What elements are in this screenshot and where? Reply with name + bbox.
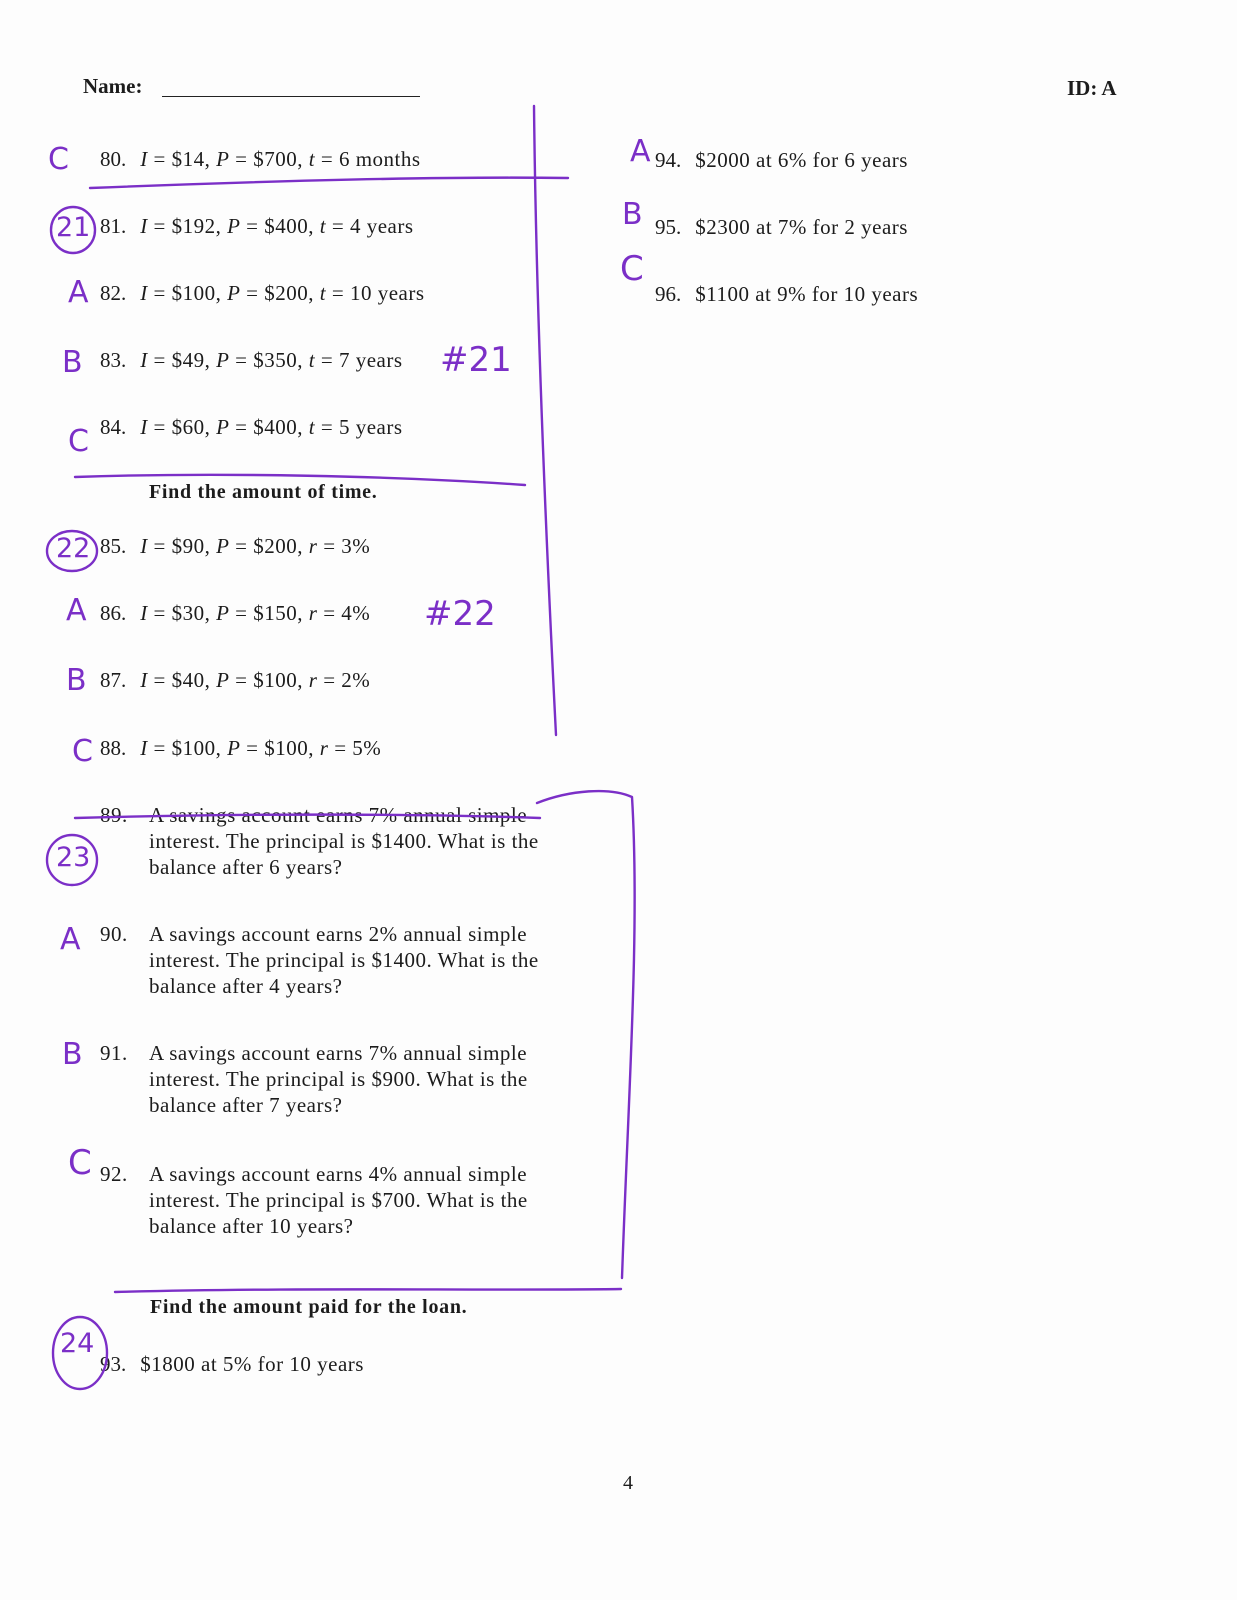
handwritten-group-22: 22 bbox=[56, 533, 91, 564]
handwritten-answer-96: C bbox=[620, 249, 644, 289]
problem-number: 81. bbox=[100, 214, 127, 238]
handwritten-answer-84: C bbox=[68, 424, 89, 459]
problem-84: 84. I = $60, P = $400, t = 5 years bbox=[100, 415, 403, 439]
problem-number: 82. bbox=[100, 281, 127, 305]
handwritten-answer-95: B bbox=[622, 197, 643, 232]
problem-95: 95. $2300 at 7% for 2 years bbox=[655, 215, 908, 239]
handwritten-group-24: 24 bbox=[60, 1328, 95, 1359]
problem-number: 88. bbox=[100, 736, 127, 760]
handwritten-answer-86: A bbox=[66, 593, 87, 628]
problem-85: 85. I = $90, P = $200, r = 3% bbox=[100, 534, 371, 558]
problem-number: 86. bbox=[100, 601, 127, 625]
problem-number: 93. bbox=[100, 1352, 127, 1376]
handwritten-answer-90: A bbox=[60, 922, 81, 957]
problem-number: 96. bbox=[655, 282, 682, 306]
problem-82: 82. I = $100, P = $200, t = 10 years bbox=[100, 281, 425, 305]
problem-number: 80. bbox=[100, 147, 127, 171]
problem-86: 86. I = $30, P = $150, r = 4% bbox=[100, 601, 371, 625]
problem-83: 83. I = $49, P = $350, t = 7 years bbox=[100, 348, 403, 372]
name-label: Name: bbox=[83, 74, 143, 98]
problem-number: 91. bbox=[100, 1041, 128, 1065]
ink-line bbox=[534, 106, 556, 735]
handwritten-answer-91: B bbox=[62, 1037, 83, 1072]
id-label: ID: A bbox=[1067, 76, 1117, 100]
problem-number: 89. bbox=[100, 803, 128, 827]
problem-number: 95. bbox=[655, 215, 682, 239]
problem-93: 93. $1800 at 5% for 10 years bbox=[100, 1352, 364, 1376]
page-number: 4 bbox=[623, 1472, 633, 1494]
problem-number: 94. bbox=[655, 148, 682, 172]
handwritten-answer-80: C bbox=[48, 142, 69, 177]
problem-number: 84. bbox=[100, 415, 127, 439]
handwritten-answer-88: C bbox=[72, 734, 93, 769]
problem-88: 88. I = $100, P = $100, r = 5% bbox=[100, 736, 382, 760]
section-heading-time: Find the amount of time. bbox=[149, 481, 378, 503]
problem-number: 90. bbox=[100, 922, 128, 946]
problem-94: 94. $2000 at 6% for 6 years bbox=[655, 148, 908, 172]
problem-number: 83. bbox=[100, 348, 127, 372]
handwritten-answer-82: A bbox=[68, 275, 89, 310]
problem-80: 80. I = $14, P = $700, t = 6 months bbox=[100, 147, 421, 171]
name-blank-line[interactable] bbox=[162, 96, 420, 97]
problem-87: 87. I = $40, P = $100, r = 2% bbox=[100, 668, 371, 692]
handwritten-answer-87: B bbox=[66, 663, 87, 698]
ink-line bbox=[115, 1289, 621, 1292]
handwritten-group-23: 23 bbox=[56, 842, 91, 873]
problem-number: 87. bbox=[100, 668, 127, 692]
handwritten-answer-92: C bbox=[68, 1143, 92, 1183]
handwritten-answer-94: A bbox=[630, 134, 651, 169]
handwritten-tag-22: #22 bbox=[424, 594, 496, 634]
handwritten-answer-83: B bbox=[62, 345, 83, 380]
handwritten-tag-21: #21 bbox=[440, 340, 512, 380]
problem-number: 85. bbox=[100, 534, 127, 558]
handwritten-group-21: 21 bbox=[56, 212, 91, 243]
section-heading-loan: Find the amount paid for the loan. bbox=[150, 1296, 468, 1318]
ink-line bbox=[90, 178, 568, 188]
problem-number: 92. bbox=[100, 1162, 128, 1186]
problem-96: 96. $1100 at 9% for 10 years bbox=[655, 282, 919, 306]
problem-81: 81. I = $192, P = $400, t = 4 years bbox=[100, 214, 414, 238]
